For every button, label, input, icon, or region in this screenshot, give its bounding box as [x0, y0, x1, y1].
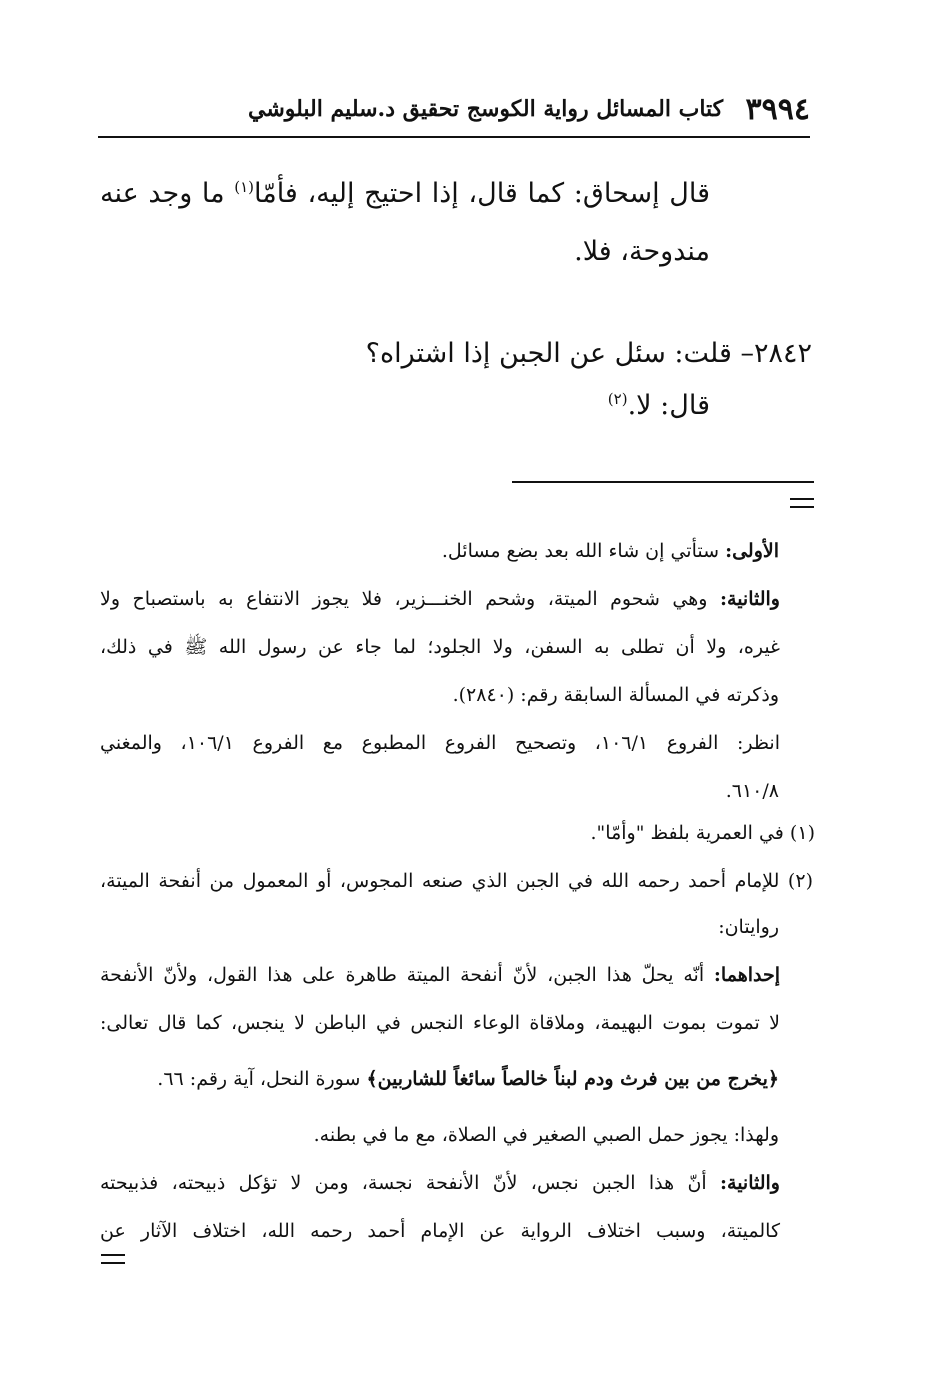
footnote-thaniya-line-2: غيره، ولا أن تطلى به السفن، ولا الجلود؛ لما جاء عن رسول الله ﷺ في ذلك،: [100, 636, 780, 658]
main-line-1-text-a: قال إسحاق: كما قال، إذا احتيج إليه، فأمّا: [254, 178, 711, 209]
ihdahuma-label: إحداهما:: [713, 964, 780, 986]
answer-line: [608, 392, 710, 419]
wa-lihadha-line: ولهذا: يجوز حمل الصبي الصغير في الصلاة، مع ما في بطنه.: [313, 1124, 779, 1146]
al-ula-label: الأولى:: [725, 540, 779, 562]
footnote-thaniya-line-3: وذكرته في المسألة السابقة رقم: (٢٨٤٠).: [452, 684, 779, 706]
question-number: ٢٨٤٢–: [740, 338, 812, 369]
footnote-separator: [512, 481, 814, 483]
quran-verse: ﴿يخرج من بين فرث ودم لبناً خالصاً سائغاً للشاربين﴾: [366, 1068, 779, 1090]
footnote-thaniya-line-1: [100, 590, 780, 609]
ihdahuma-line-1: [100, 966, 780, 985]
thaniya2-line-2: كالميتة، وسبب اختلاف الرواية عن الإمام أحمد رحمه الله، اختلاف الآثار عن: [100, 1220, 780, 1242]
question-text: قلت: سئل عن الجبن إذا اشتراه؟: [365, 338, 741, 369]
footnote-1: (١) في العمرية بلفظ "وأمّا".: [590, 822, 815, 844]
header-rule: [98, 136, 810, 138]
footnote-unzur-line-2: ٦١٠/٨.: [725, 780, 779, 802]
ihdahuma-line-2: لا تموت بموت البهيمة، وملاقاة الوعاء النجس في الباطن لا ينجس، كما قال تعالى:: [100, 1012, 780, 1034]
quran-verse-reference: سورة النحل، آية رقم: ٦٦.: [157, 1068, 367, 1090]
running-header: [98, 86, 810, 130]
answer-text: قال: لا.: [627, 390, 710, 421]
thaniya2-line-1: [100, 1174, 780, 1193]
main-line-1: [100, 180, 710, 207]
footnote-al-ula: [442, 542, 779, 561]
ihdahuma-text-1: أنّه يحلّ هذا الجبن، لأنّ أنفحة الميتة طاهرة على هذا القول، ولأنّ الأنفحة: [100, 964, 714, 986]
header-title: كتاب المسائل رواية الكوسج تحقيق د.سليم البلوشي: [248, 96, 724, 122]
main-line-2: مندوحة، فلا.: [574, 236, 710, 267]
continuation-mark-bottom: [101, 1254, 125, 1266]
al-ula-text: ستأتي إن شاء الله بعد بضع مسائل.: [441, 540, 726, 562]
footnote-ref-2: (٢): [607, 390, 628, 408]
main-line-1-text-b: ما وجد عنه: [100, 178, 235, 209]
thaniya2-text-1: أنّ هذا الجبن نجس، لأنّ الأنفحة نجسة، ومن لا تؤكل ذبيحته، فذبيحته: [100, 1172, 720, 1194]
thaniya-label: والثانية:: [720, 588, 780, 610]
thaniya2-label: والثانية:: [720, 1172, 780, 1194]
footnote-ref-1: (١): [234, 178, 255, 196]
page-number: ٣٩٩٤: [745, 92, 810, 127]
footnote-2-line-2: روايتان:: [718, 916, 779, 938]
question-line: [366, 340, 812, 367]
footnote-unzur-line-1: انظر: الفروع ١٠٦/١، وتصحيح الفروع المطبوع مع الفروع ١٠٦/١، والمغني: [100, 732, 780, 754]
thaniya-text-1: وهي شحوم الميتة، وشحم الخنـــزير، فلا يجوز الانتفاع به باستصباح ولا: [100, 588, 720, 610]
continuation-mark-top: [790, 498, 814, 510]
footnote-2-line-1: (٢) للإمام أحمد رحمه الله في الجبن الذي صنعه المجوس، أو المعمول من أنفحة الميتة،: [100, 870, 813, 892]
quran-verse-line: [157, 1070, 779, 1089]
